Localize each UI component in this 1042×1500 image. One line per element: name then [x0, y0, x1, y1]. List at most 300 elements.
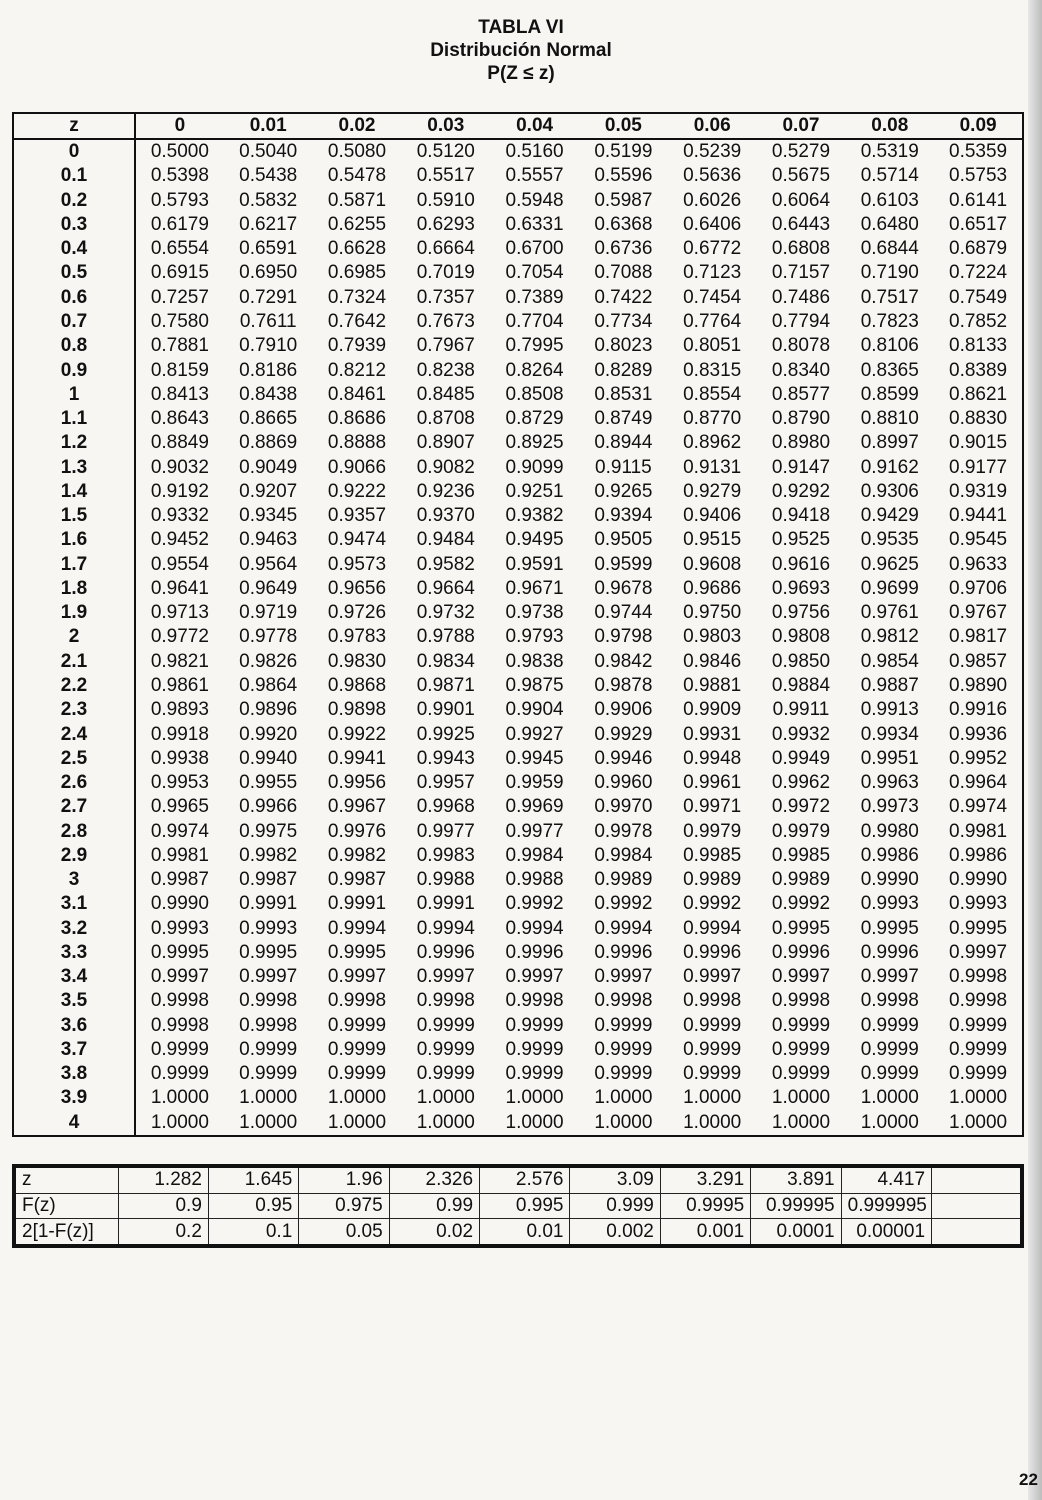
probability-cell: 0.9941 [327, 747, 387, 769]
probability-cell: 0.6736 [594, 238, 653, 260]
probability-cell: 0.9693 [771, 577, 831, 599]
probability-cell: 0.9633 [949, 553, 1008, 575]
z-value-cell: 1 [13, 383, 135, 407]
probability-cell: 0.8749 [594, 408, 653, 430]
probability-cell: 0.9956 [327, 772, 387, 794]
probability-cell: 0.8389 [949, 359, 1008, 381]
quantile-row [14, 1193, 1022, 1219]
z-value-cell: 2 [13, 625, 135, 649]
probability-cell: 0.9706 [949, 577, 1008, 599]
z-value-cell: 1.6 [13, 528, 135, 552]
probability-cell: 1.0000 [416, 1087, 475, 1109]
probability-cell: 0.9545 [949, 529, 1008, 551]
probability-cell: 0.9967 [327, 796, 387, 818]
quantile-cell [932, 1219, 1022, 1246]
probability-cell: 0.9998 [239, 1014, 298, 1036]
probability-cell: 0.9999 [327, 1038, 387, 1060]
probability-cell: 0.6950 [239, 262, 298, 284]
z-value-cell: 1.5 [13, 504, 135, 528]
probability-cell: 0.9236 [416, 480, 475, 502]
probability-cell: 0.8051 [683, 335, 742, 357]
probability-cell: 0.6255 [327, 213, 387, 235]
probability-cell: 0.7852 [949, 310, 1008, 332]
probability-cell: 0.8531 [594, 383, 653, 405]
probability-cell: 0.9970 [594, 796, 653, 818]
probability-cell: 0.9999 [683, 1063, 742, 1085]
probability-cell: 1.0000 [683, 1111, 742, 1133]
probability-cell: 1.0000 [505, 1087, 564, 1109]
z-value-cell: 1.1 [13, 407, 135, 431]
probability-cell: 0.9913 [860, 699, 919, 721]
probability-cell: 0.8729 [505, 408, 564, 430]
probability-cell: 0.9998 [150, 1014, 209, 1036]
probability-cell: 0.9265 [594, 480, 653, 502]
z-value-cell: 2.9 [13, 844, 135, 868]
probability-cell: 0.8849 [150, 432, 209, 454]
probability-cell: 0.9868 [327, 674, 387, 696]
probability-cell: 0.8830 [949, 408, 1008, 430]
probability-cell: 0.9418 [771, 505, 831, 527]
probability-cell: 0.8438 [239, 383, 298, 405]
probability-cell: 0.5359 [949, 141, 1008, 163]
quantile-cell: 0.975 [299, 1193, 389, 1219]
probability-cell: 0.9429 [860, 505, 919, 527]
probability-cell: 0.8340 [771, 359, 831, 381]
probability-cell: 0.9997 [239, 966, 298, 988]
probability-cell: 0.9998 [594, 990, 653, 1012]
probability-cell: 0.8315 [683, 359, 742, 381]
z-value-cell: 2.8 [13, 819, 135, 843]
probability-cell: 0.5636 [683, 165, 742, 187]
probability-cell: 0.6517 [949, 213, 1008, 235]
probability-cell: 0.6141 [949, 189, 1008, 211]
probability-cell: 0.7910 [239, 335, 298, 357]
probability-cell: 0.9997 [505, 966, 564, 988]
table-row [13, 747, 1023, 771]
probability-cell: 0.9834 [416, 650, 475, 672]
probability-cell: 0.9671 [505, 577, 564, 599]
probability-cell: 0.9940 [239, 747, 298, 769]
probability-cell: 0.9826 [239, 650, 298, 672]
probability-cell: 0.9999 [505, 1014, 564, 1036]
probability-cell: 0.9756 [771, 602, 831, 624]
probability-cell: 0.9955 [239, 772, 298, 794]
probability-cell: 0.5478 [327, 165, 387, 187]
table-row [13, 480, 1023, 504]
table-row [13, 286, 1023, 310]
probability-cell: 0.8577 [771, 383, 831, 405]
probability-cell: 0.9960 [594, 772, 653, 794]
z-value-cell: 0.9 [13, 358, 135, 382]
probability-cell: 0.7823 [860, 310, 919, 332]
probability-cell: 0.9582 [416, 553, 475, 575]
probability-cell: 0.9981 [949, 820, 1008, 842]
probability-cell: 0.5438 [239, 165, 298, 187]
probability-cell: 0.9452 [150, 529, 209, 551]
table-row [13, 1062, 1023, 1086]
probability-cell: 0.8461 [327, 383, 387, 405]
probability-cell: 0.9997 [594, 966, 653, 988]
probability-cell: 0.9991 [416, 893, 475, 915]
probability-cell: 0.9505 [594, 529, 653, 551]
table-row [13, 455, 1023, 479]
probability-cell: 0.6772 [683, 238, 742, 260]
probability-cell: 0.9949 [771, 747, 831, 769]
probability-cell: 0.9999 [860, 1063, 919, 1085]
z-value-cell: 3.2 [13, 917, 135, 941]
z-value-cell: 0.3 [13, 213, 135, 237]
z-value-cell: 1.2 [13, 431, 135, 455]
probability-cell: 0.9993 [239, 917, 298, 939]
probability-cell: 0.9608 [683, 553, 742, 575]
probability-cell: 0.9394 [594, 505, 653, 527]
probability-cell: 0.6103 [860, 189, 919, 211]
probability-cell: 1.0000 [594, 1087, 653, 1109]
probability-cell: 0.9767 [949, 602, 1008, 624]
probability-cell: 0.9995 [949, 917, 1008, 939]
probability-cell: 0.9207 [239, 480, 298, 502]
probability-cell: 0.9999 [416, 1014, 475, 1036]
page-number: 22 [1019, 1470, 1038, 1489]
probability-cell: 0.9082 [416, 456, 475, 478]
probability-cell: 0.9957 [416, 772, 475, 794]
probability-cell: 0.9177 [949, 456, 1008, 478]
probability-cell: 0.8790 [771, 408, 831, 430]
probability-cell: 0.9838 [505, 650, 564, 672]
column-header: 0 [135, 113, 224, 139]
probability-cell: 0.9996 [683, 941, 742, 963]
probability-cell: 0.9909 [683, 699, 742, 721]
table-row [13, 577, 1023, 601]
probability-cell: 0.9998 [860, 990, 919, 1012]
probability-cell: 0.8980 [771, 432, 831, 454]
probability-cell: 0.8159 [150, 359, 209, 381]
probability-cell: 0.9808 [771, 626, 831, 648]
probability-cell: 0.9846 [683, 650, 742, 672]
probability-cell: 0.9864 [239, 674, 298, 696]
quantile-cell: 0.999995 [841, 1193, 931, 1219]
probability-cell: 0.9997 [860, 966, 919, 988]
probability-cell: 0.7881 [150, 335, 209, 357]
probability-cell: 0.9649 [239, 577, 298, 599]
probability-cell: 1.0000 [239, 1111, 298, 1133]
table-row [13, 213, 1023, 237]
probability-cell: 0.9251 [505, 480, 564, 502]
normal-distribution-table [12, 112, 1024, 1137]
probability-cell: 0.9992 [505, 893, 564, 915]
probability-cell: 0.9962 [771, 772, 831, 794]
probability-cell: 0.9999 [949, 1038, 1008, 1060]
probability-cell: 0.9332 [150, 505, 209, 527]
probability-cell: 0.9918 [150, 723, 209, 745]
probability-cell: 0.8186 [239, 359, 298, 381]
probability-cell: 0.9812 [860, 626, 919, 648]
probability-cell: 0.8599 [860, 383, 919, 405]
quantile-cell: 4.417 [841, 1166, 931, 1193]
z-value-cell: 2.7 [13, 795, 135, 819]
probability-cell: 0.9817 [949, 626, 1008, 648]
probability-cell: 0.6879 [949, 238, 1008, 260]
probability-cell: 0.9192 [150, 480, 209, 502]
probability-cell: 0.9969 [505, 796, 564, 818]
probability-cell: 0.9999 [505, 1063, 564, 1085]
probability-cell: 0.9925 [416, 723, 475, 745]
probability-cell: 0.9984 [505, 844, 564, 866]
probability-cell: 0.9049 [239, 456, 298, 478]
table-row [13, 1014, 1023, 1038]
probability-cell: 0.7088 [594, 262, 653, 284]
probability-cell: 0.9525 [771, 529, 831, 551]
title-block [0, 16, 1042, 85]
probability-cell: 0.9995 [150, 941, 209, 963]
z-value-cell: 3.6 [13, 1014, 135, 1038]
probability-cell: 0.9999 [416, 1063, 475, 1085]
probability-cell: 0.6554 [150, 238, 209, 260]
table-row [13, 795, 1023, 819]
table-row [13, 504, 1023, 528]
probability-cell: 0.5675 [771, 165, 831, 187]
probability-cell: 0.9999 [594, 1014, 653, 1036]
probability-cell: 1.0000 [150, 1111, 209, 1133]
probability-cell: 0.8106 [860, 335, 919, 357]
column-header: 0.01 [224, 113, 313, 139]
probability-cell: 0.9984 [594, 844, 653, 866]
quantile-cell [932, 1166, 1022, 1193]
probability-cell: 0.9625 [860, 553, 919, 575]
quantile-cell: 3.09 [570, 1166, 660, 1193]
probability-cell: 0.9772 [150, 626, 209, 648]
table-row [13, 528, 1023, 552]
probability-cell: 0.5319 [860, 141, 919, 163]
probability-cell: 0.9999 [771, 1014, 831, 1036]
probability-cell: 0.9998 [683, 990, 742, 1012]
probability-cell: 0.9744 [594, 602, 653, 624]
quantile-cell: 0.99 [389, 1193, 479, 1219]
probability-cell: 0.8264 [505, 359, 564, 381]
probability-cell: 0.5398 [150, 165, 209, 187]
probability-cell: 0.9998 [150, 990, 209, 1012]
probability-cell: 0.9977 [505, 820, 564, 842]
probability-cell: 1.0000 [860, 1111, 919, 1133]
table-row [13, 189, 1023, 213]
probability-cell: 0.9854 [860, 650, 919, 672]
probability-cell: 0.9875 [505, 674, 564, 696]
probability-cell: 0.9961 [683, 772, 742, 794]
z-value-cell: 3.8 [13, 1062, 135, 1086]
z-value-cell: 2.1 [13, 650, 135, 674]
z-value-cell: 0 [13, 139, 135, 164]
probability-cell: 0.6293 [416, 213, 475, 235]
probability-cell: 0.6331 [505, 213, 564, 235]
probability-cell: 0.9982 [239, 844, 298, 866]
probability-cell: 0.7549 [949, 286, 1008, 308]
probability-cell: 0.8962 [683, 432, 742, 454]
probability-cell: 0.9999 [683, 1038, 742, 1060]
probability-cell: 0.8686 [327, 408, 387, 430]
probability-cell: 0.9953 [150, 772, 209, 794]
probability-cell: 0.9952 [949, 747, 1008, 769]
column-header: 0.07 [757, 113, 846, 139]
probability-cell: 0.9996 [416, 941, 475, 963]
probability-cell: 0.9946 [594, 747, 653, 769]
quantile-cell: 0.995 [480, 1193, 570, 1219]
probability-cell: 0.8708 [416, 408, 475, 430]
z-value-cell: 1.7 [13, 553, 135, 577]
quantile-cell: 1.282 [118, 1166, 208, 1193]
probability-cell: 0.9916 [949, 699, 1008, 721]
z-value-cell: 0.4 [13, 237, 135, 261]
probability-cell: 0.9999 [150, 1038, 209, 1060]
probability-cell: 0.9345 [239, 505, 298, 527]
probability-cell: 0.7611 [239, 310, 297, 332]
quantile-row-label: z [14, 1166, 118, 1193]
table-row [13, 1086, 1023, 1110]
column-header: z [13, 113, 135, 139]
column-header: 0.06 [668, 113, 757, 139]
probability-cell: 1.0000 [505, 1111, 564, 1133]
probability-cell: 0.9985 [771, 844, 831, 866]
probability-cell: 0.9599 [594, 553, 653, 575]
probability-cell: 0.9974 [949, 796, 1008, 818]
table-row [13, 261, 1023, 285]
table-row [13, 965, 1023, 989]
probability-cell: 0.9996 [771, 941, 831, 963]
probability-cell: 0.5714 [860, 165, 919, 187]
probability-cell: 0.9994 [327, 917, 387, 939]
probability-cell: 0.9887 [860, 674, 919, 696]
probability-cell: 0.9994 [594, 917, 653, 939]
probability-cell: 0.9370 [416, 505, 475, 527]
probability-cell: 0.5080 [327, 141, 387, 163]
probability-cell: 0.9999 [327, 1063, 387, 1085]
probability-cell: 0.6026 [683, 189, 742, 211]
probability-cell: 0.9319 [949, 480, 1008, 502]
probability-cell: 1.0000 [239, 1087, 298, 1109]
table-row [13, 989, 1023, 1013]
quantile-cell: 0.1 [208, 1219, 298, 1246]
probability-cell: 0.6064 [771, 189, 831, 211]
table-row [13, 407, 1023, 431]
table-row [13, 698, 1023, 722]
table-row [13, 1111, 1023, 1136]
probability-cell: 0.8078 [771, 335, 831, 357]
probability-cell: 0.9993 [949, 893, 1008, 915]
probability-cell: 0.9999 [860, 1038, 919, 1060]
quantile-cell: 0.999 [570, 1193, 660, 1219]
table-row [13, 358, 1023, 382]
probability-cell: 0.9726 [327, 602, 387, 624]
quantile-cell: 0.9 [118, 1193, 208, 1219]
quantile-row-label: 2[1-F(z)] [14, 1219, 118, 1246]
probability-cell: 0.9988 [416, 869, 475, 891]
quantile-cell: 0.05 [299, 1219, 389, 1246]
quantile-cell: 3.291 [660, 1166, 750, 1193]
z-value-cell: 3.4 [13, 965, 135, 989]
probability-cell: 0.9382 [505, 505, 564, 527]
probability-cell: 0.9975 [239, 820, 298, 842]
probability-cell: 0.9989 [771, 869, 831, 891]
probability-cell: 0.9761 [860, 602, 919, 624]
probability-cell: 0.9994 [505, 917, 564, 939]
probability-cell: 0.8925 [505, 432, 564, 454]
probability-cell: 0.9990 [860, 869, 919, 891]
probability-cell: 1.0000 [949, 1087, 1008, 1109]
probability-cell: 0.9974 [150, 820, 209, 842]
probability-cell: 0.9934 [860, 723, 919, 745]
probability-cell: 0.5793 [150, 189, 209, 211]
probability-cell: 0.9987 [239, 869, 298, 891]
probability-cell: 0.9966 [239, 796, 298, 818]
probability-cell: 0.6700 [505, 238, 564, 260]
probability-cell: 0.8413 [150, 383, 209, 405]
probability-cell: 0.6480 [860, 213, 919, 235]
probability-cell: 0.8023 [594, 335, 653, 357]
probability-cell: 0.9988 [505, 869, 564, 891]
probability-cell: 0.9999 [505, 1038, 564, 1060]
probability-cell: 0.9971 [683, 796, 742, 818]
page-edge-shadow [1028, 0, 1042, 1500]
probability-cell: 0.8869 [239, 432, 298, 454]
probability-cell: 0.9998 [949, 990, 1008, 1012]
probability-cell: 0.9641 [150, 577, 209, 599]
table-row [13, 334, 1023, 358]
probability-cell: 0.9306 [860, 480, 919, 502]
probability-cell: 0.9998 [771, 990, 831, 1012]
probability-cell: 0.9999 [949, 1063, 1008, 1085]
probability-cell: 1.0000 [327, 1087, 387, 1109]
probability-cell: 0.7967 [416, 335, 475, 357]
z-value-cell: 0.5 [13, 261, 135, 285]
table-row [13, 139, 1023, 164]
probability-cell: 0.9656 [327, 577, 387, 599]
column-header: 0.03 [401, 113, 490, 139]
probability-cell: 0.9616 [771, 553, 831, 575]
z-value-cell: 1.3 [13, 455, 135, 479]
probability-cell: 0.9989 [683, 869, 742, 891]
probability-cell: 0.5557 [505, 165, 564, 187]
probability-cell: 0.7642 [327, 310, 387, 332]
probability-cell: 1.0000 [683, 1087, 742, 1109]
probability-cell: 0.8289 [594, 359, 653, 381]
table-row [13, 917, 1023, 941]
probability-cell: 0.9976 [327, 820, 387, 842]
probability-cell: 0.7486 [771, 286, 831, 308]
probability-cell: 0.9830 [327, 650, 387, 672]
quantile-cell: 2.576 [480, 1166, 570, 1193]
probability-cell: 0.9999 [239, 1038, 298, 1060]
table-title: TABLA VI [478, 17, 564, 38]
probability-cell: 0.9982 [327, 844, 387, 866]
z-value-cell: 0.1 [13, 164, 135, 188]
probability-cell: 0.5239 [683, 141, 742, 163]
probability-cell: 0.9999 [416, 1038, 475, 1060]
probability-cell: 0.9991 [327, 893, 387, 915]
probability-cell: 0.9898 [327, 699, 387, 721]
table-row [13, 722, 1023, 746]
quantile-cell: 0.0001 [751, 1219, 841, 1246]
quantile-cell: 0.01 [480, 1219, 570, 1246]
probability-cell: 0.9441 [949, 505, 1008, 527]
probability-cell: 0.9938 [150, 747, 209, 769]
column-header: 0.08 [845, 113, 934, 139]
z-value-cell: 3 [13, 868, 135, 892]
probability-cell: 0.9890 [949, 674, 1008, 696]
probability-cell: 1.0000 [327, 1111, 387, 1133]
probability-cell: 0.5910 [416, 189, 475, 211]
z-value-cell: 2.5 [13, 747, 135, 771]
probability-cell: 0.7019 [416, 262, 475, 284]
probability-cell: 0.9904 [505, 699, 564, 721]
